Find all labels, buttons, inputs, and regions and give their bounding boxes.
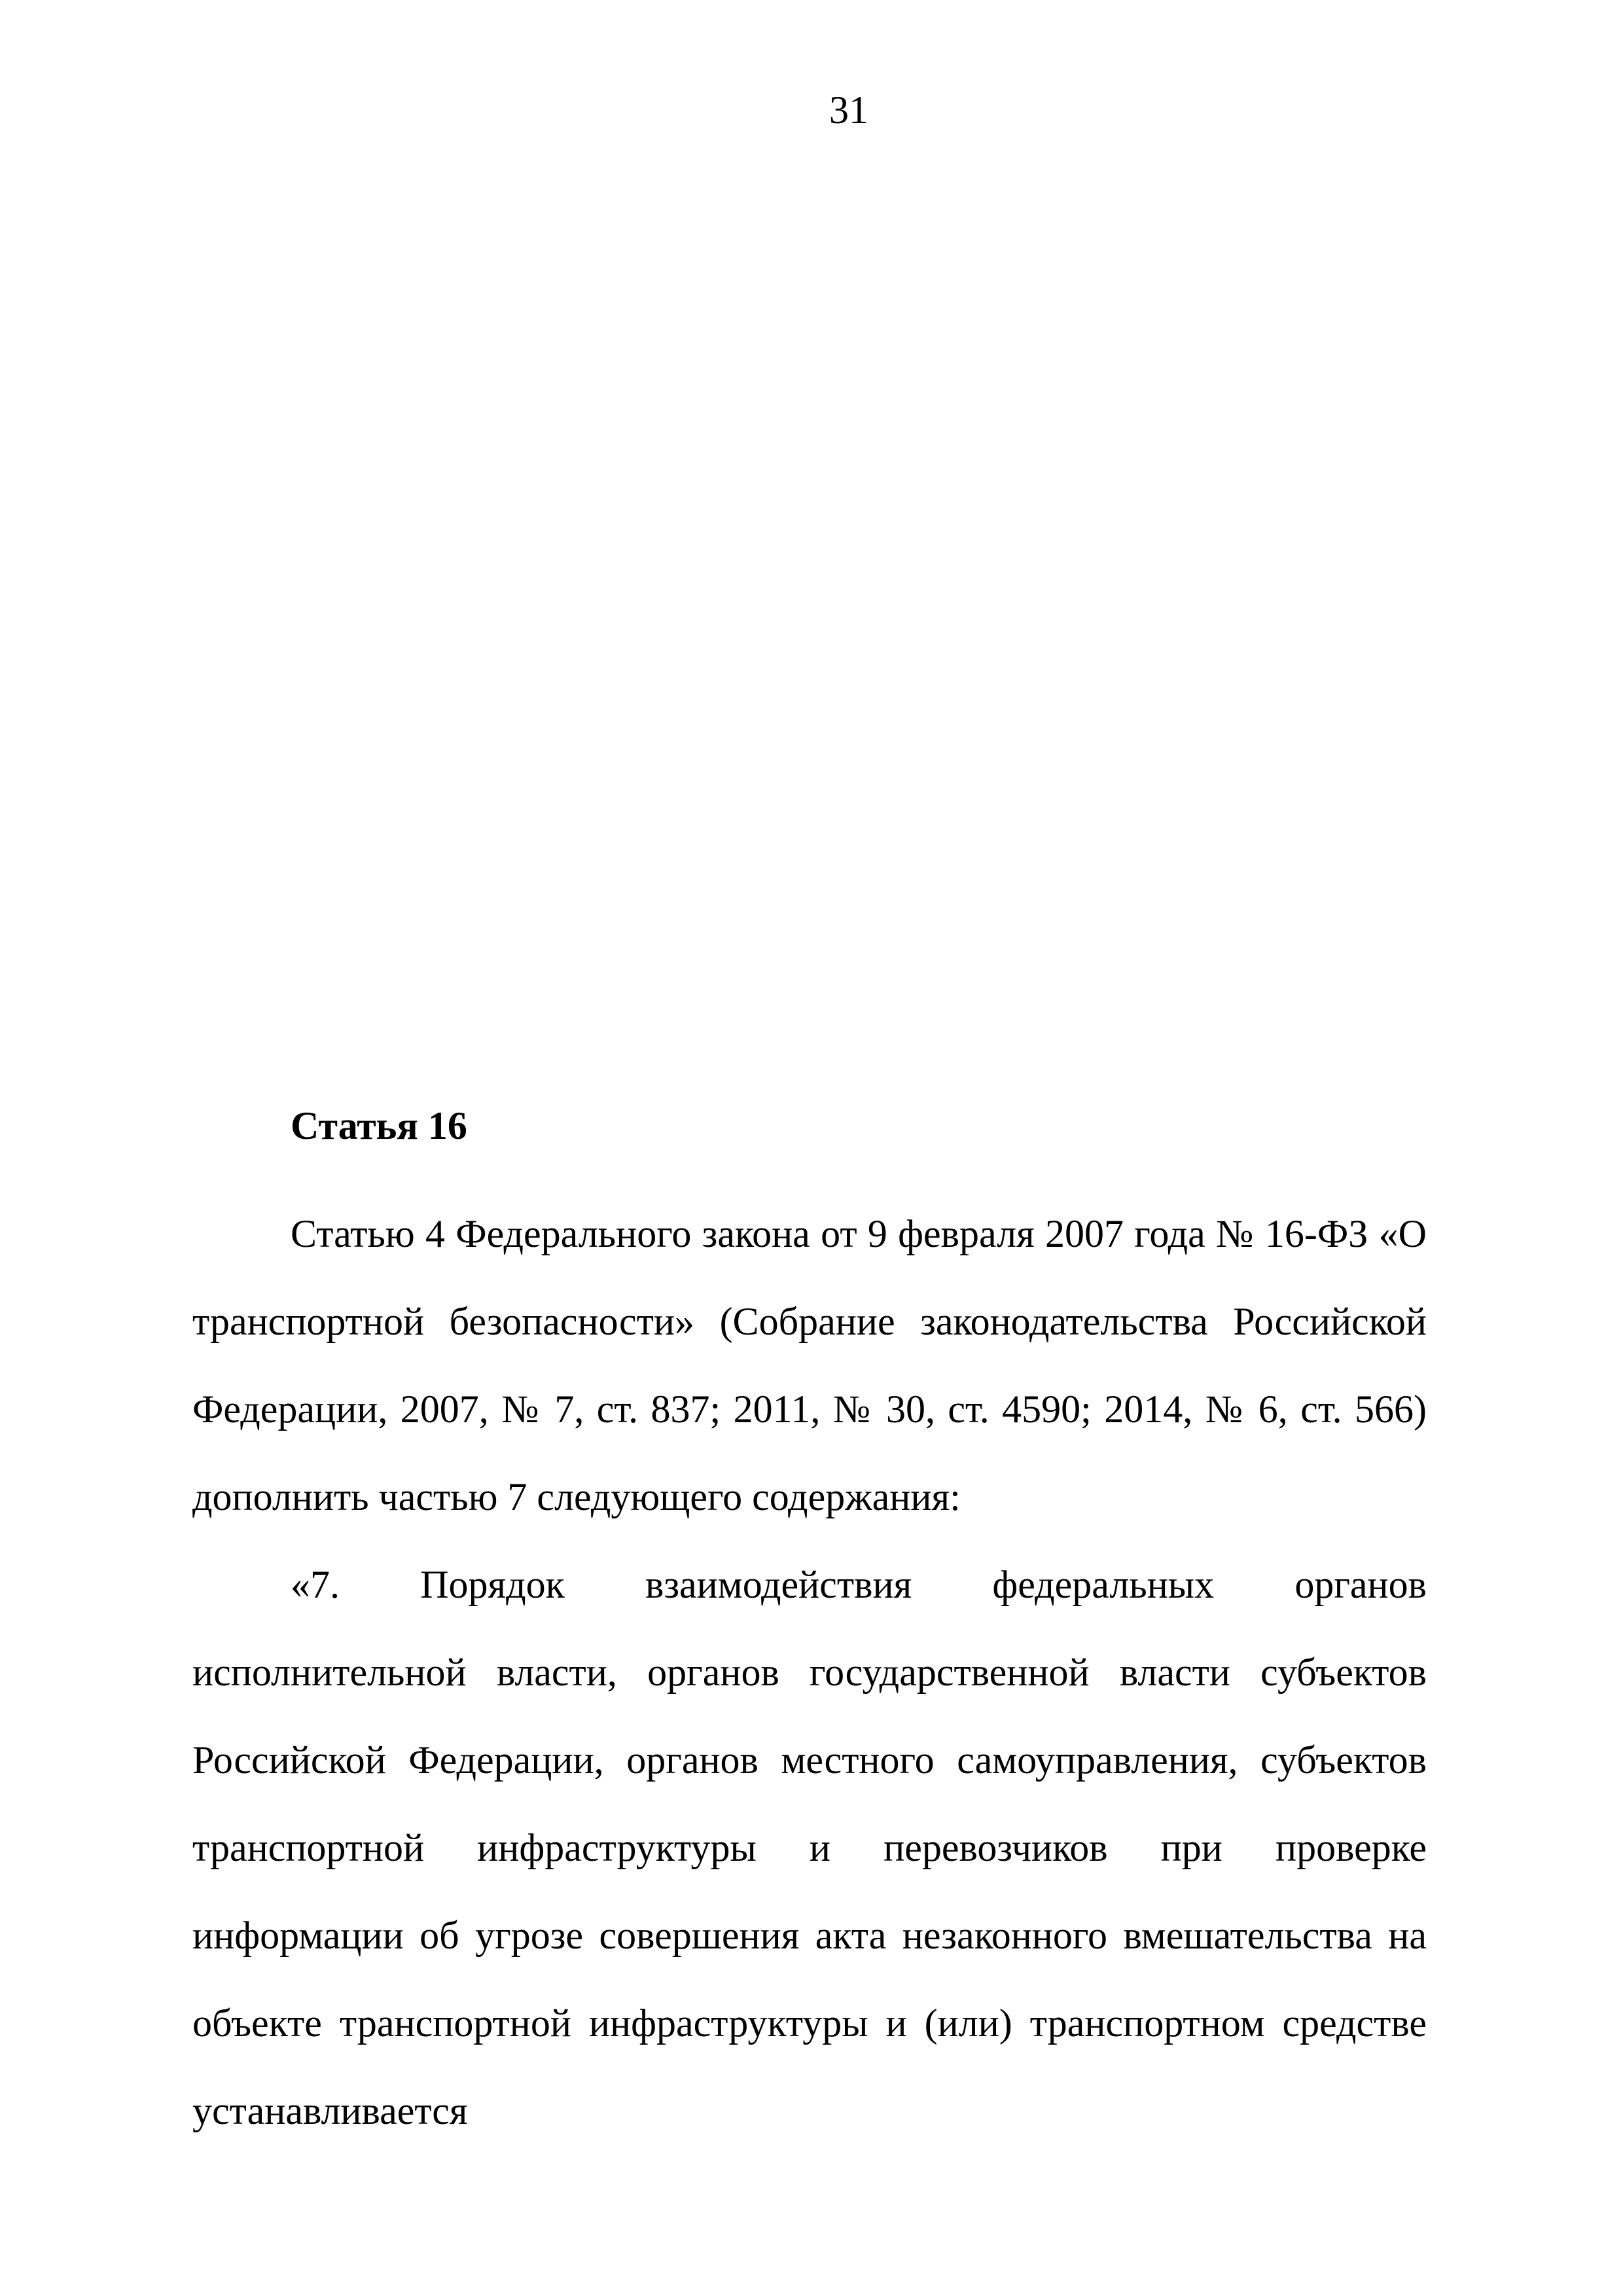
page-number: 31 (829, 88, 868, 132)
article-paragraph-amendment: Статью 4 Федерального закона от 9 февраля 2007 года № 16-ФЗ «О транспортной безопасности» (Собрание законодательства Российской Федерации, 2007, № 7, ст. 837; 2011, № 30, ст. 4590; 2014, № 6, ст. 566) дополнить частью 7 следующего содержания: (192, 1212, 1427, 1518)
article-paragraph-quoted-part-7: «7. Порядок взаимодействия федеральных органов исполнительной власти, органов государственной власти субъектов Российской Федерации, органов местного самоуправления, субъектов транспортной инфраструктуры и перевозчиков при проверке информации об угрозе совершения акта незаконного вмешательства на объекте транспортной инфраструктуры и (или) транспортном средстве устанавливается (192, 1563, 1427, 2132)
article-body (192, 1100, 1427, 2155)
article-heading: Статья 16 (291, 1104, 467, 1147)
